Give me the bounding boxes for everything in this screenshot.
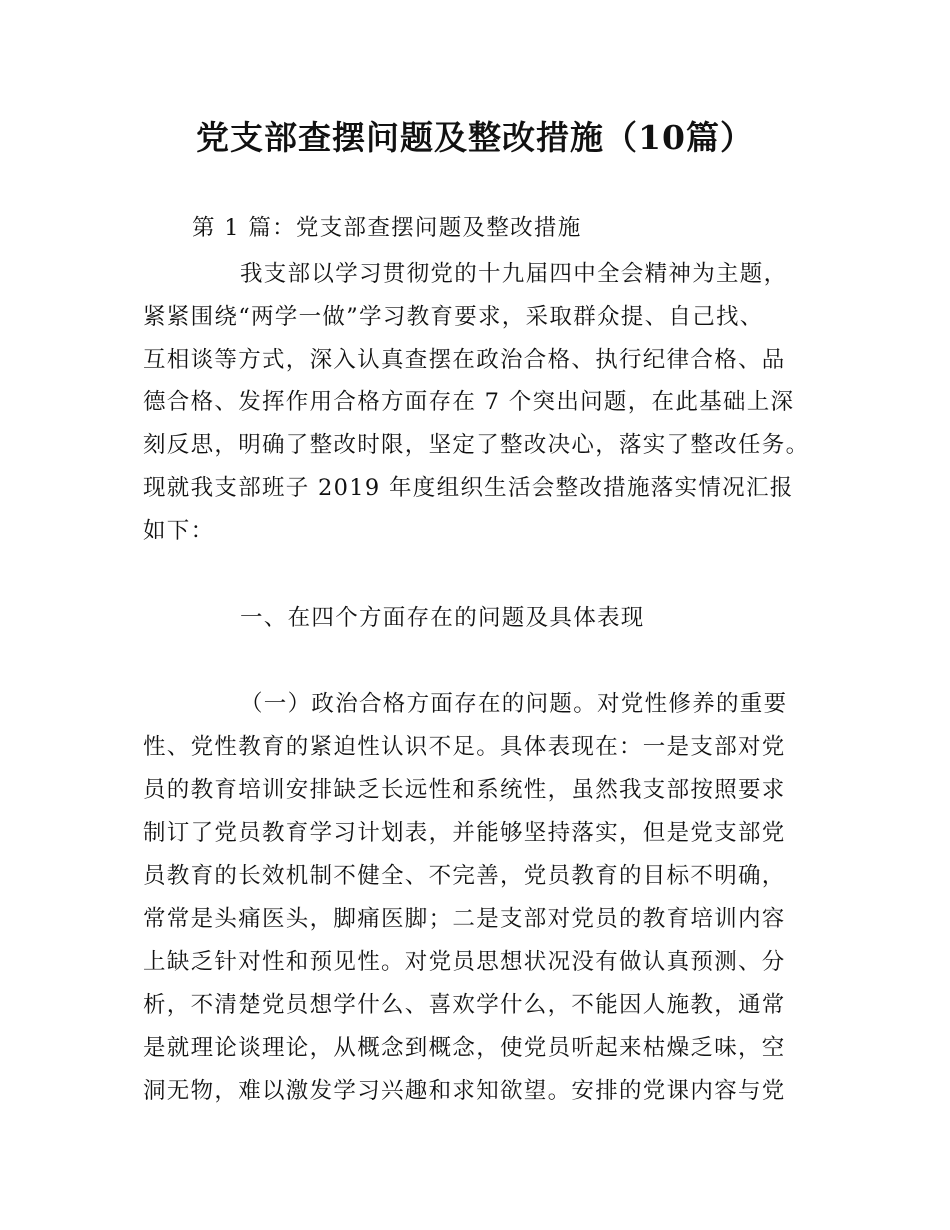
body-line: 常常是头痛医头，脚痛医脚；二是支部对党员的教育培训内容	[143, 906, 786, 932]
body-line: 上缺乏针对性和预见性。对党员思想状况没有做认真预测、分	[143, 949, 786, 975]
intro-line: 如下：	[143, 518, 215, 544]
intro-line: 我支部以学习贯彻党的十九届四中全会精神为主题，	[240, 261, 788, 287]
intro-line: 互相谈等方式，深入认真查摆在政治合格、执行纪律合格、品	[143, 347, 786, 373]
body-line: 洞无物，难以激发学习兴趣和求知欲望。安排的党课内容与党	[143, 1078, 786, 1104]
subheading: 第 1 篇：党支部查摆问题及整改措施	[192, 215, 582, 241]
intro-line: 紧紧围绕“两学一做”学习教育要求，采取群众提、自己找、	[143, 304, 764, 330]
intro-line: 德合格、发挥作用合格方面存在 7 个突出问题，在此基础上深	[143, 389, 795, 415]
document-title: 党支部查摆问题及整改措施（10篇）	[196, 118, 754, 157]
body-line: 制订了党员教育学习计划表，并能够坚持落实，但是党支部党	[143, 820, 786, 846]
intro-line: 刻反思，明确了整改时限，坚定了整改决心，落实了整改任务。	[143, 432, 810, 458]
body-line: 性、党性教育的紧迫性认识不足。具体表现在：一是支部对党	[143, 734, 786, 760]
body-line: 是就理论谈理论，从概念到概念，使党员听起来枯燥乏味，空	[143, 1035, 786, 1061]
body-line: 员的教育培训安排缺乏长远性和系统性，虽然我支部按照要求	[143, 777, 786, 803]
body-line: 员教育的长效机制不健全、不完善，党员教育的目标不明确，	[143, 863, 786, 889]
section-heading: 一、在四个方面存在的问题及具体表现	[240, 605, 645, 631]
intro-line: 现就我支部班子 2019 年度组织生活会整改措施落实情况汇报	[143, 475, 794, 501]
body-line: 析，不清楚党员想学什么、喜欢学什么，不能因人施教，通常	[143, 992, 786, 1018]
body-line: （一）政治合格方面存在的问题。对党性修养的重要	[240, 691, 788, 717]
